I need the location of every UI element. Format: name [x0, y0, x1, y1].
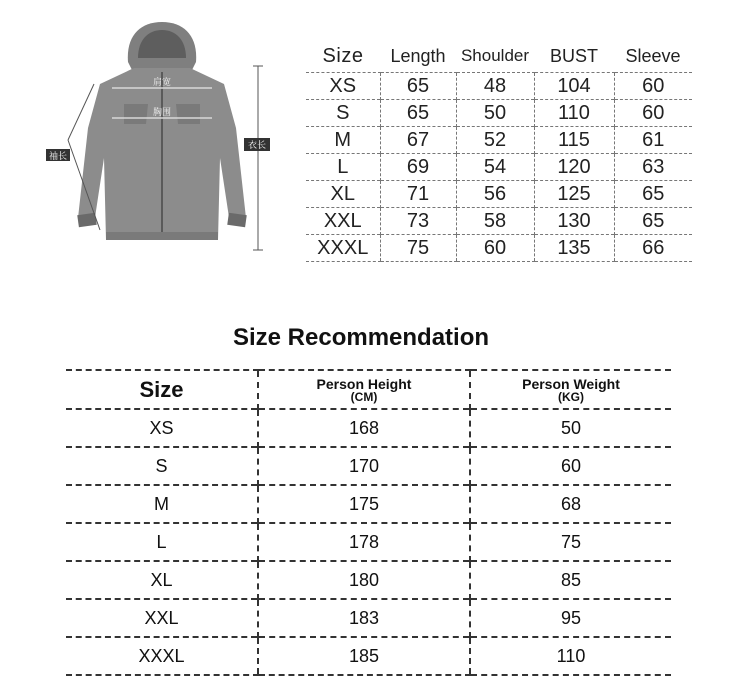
cell-shoulder: 54 [456, 154, 534, 181]
header-person-weight [470, 370, 671, 409]
cell-length: 67 [380, 127, 456, 154]
cell-shoulder: 48 [456, 73, 534, 100]
cell-sleeve: 66 [614, 235, 692, 262]
cell-length: 71 [380, 181, 456, 208]
length-label: 衣长 [247, 141, 267, 151]
cell-weight: 85 [470, 561, 671, 599]
cell-size: XXL [66, 599, 258, 637]
cell-weight: 60 [470, 447, 671, 485]
cell-length: 65 [380, 100, 456, 127]
cell-bust: 135 [534, 235, 614, 262]
cell-size: XXL [306, 208, 380, 235]
cell-height: 185 [258, 637, 470, 675]
header-person-height [258, 370, 470, 409]
cell-sleeve: 61 [614, 127, 692, 154]
cell-size: XS [66, 409, 258, 447]
size-measurement-table [306, 40, 692, 262]
jacket-shape [77, 22, 246, 240]
cell-shoulder: 58 [456, 208, 534, 235]
table-row [306, 235, 692, 262]
header-sleeve: Sleeve [625, 45, 681, 66]
cell-bust: 110 [534, 100, 614, 127]
size-recommendation-table [66, 369, 671, 676]
header-shoulder: Shoulder [460, 46, 530, 65]
length-measure [244, 66, 270, 250]
cell-height: 178 [258, 523, 470, 561]
cell-sleeve: 60 [614, 73, 692, 100]
bust-label: 胸围 [152, 108, 172, 118]
cell-size: S [66, 447, 258, 485]
cell-sleeve: 63 [614, 154, 692, 181]
table-row [66, 485, 671, 523]
cell-weight: 110 [470, 637, 671, 675]
cell-weight: 95 [470, 599, 671, 637]
cell-size: XL [66, 561, 258, 599]
sleeve-label: 袖长 [48, 152, 68, 162]
table-row [306, 208, 692, 235]
cell-bust: 130 [534, 208, 614, 235]
table-row [306, 73, 692, 100]
table-header-row [306, 40, 692, 73]
cell-shoulder: 50 [456, 100, 534, 127]
cell-length: 69 [380, 154, 456, 181]
cell-shoulder: 52 [456, 127, 534, 154]
cell-shoulder: 60 [456, 235, 534, 262]
cell-length: 73 [380, 208, 456, 235]
header-size: Size [66, 370, 258, 409]
cell-size: S [306, 100, 380, 127]
header-height-unit: (CM) [350, 389, 378, 404]
cell-height: 180 [258, 561, 470, 599]
cell-size: L [306, 154, 380, 181]
table-row [66, 599, 671, 637]
cell-height: 170 [258, 447, 470, 485]
shoulder-label: 肩宽 [152, 78, 172, 88]
cell-bust: 125 [534, 181, 614, 208]
table-row [306, 100, 692, 127]
cell-size: M [306, 127, 380, 154]
table-row [306, 154, 692, 181]
jacket-illustration [40, 18, 280, 263]
header-weight-label: Person Weight [522, 375, 620, 392]
cell-size: XXXL [66, 637, 258, 675]
cell-sleeve: 65 [614, 181, 692, 208]
cell-shoulder: 56 [456, 181, 534, 208]
cell-weight: 50 [470, 409, 671, 447]
cell-size: XS [306, 73, 380, 100]
header-size: Size [322, 44, 364, 67]
header-height-label: Person Height [316, 375, 412, 392]
cell-bust: 115 [534, 127, 614, 154]
cell-length: 75 [380, 235, 456, 262]
cell-length: 65 [380, 73, 456, 100]
header-bust: BUST [549, 45, 598, 66]
cell-size: XL [306, 181, 380, 208]
cell-weight: 75 [470, 523, 671, 561]
table-header-row [66, 370, 671, 409]
cell-sleeve: 65 [614, 208, 692, 235]
cell-size: M [66, 485, 258, 523]
table-row [306, 127, 692, 154]
table-row [306, 181, 692, 208]
table-row [66, 561, 671, 599]
cell-size: XXXL [306, 235, 380, 262]
cell-bust: 104 [534, 73, 614, 100]
recommendation-title: Size Recommendation [232, 324, 490, 351]
table-row [66, 523, 671, 561]
cell-height: 175 [258, 485, 470, 523]
table-row [66, 447, 671, 485]
header-weight-unit: (KG) [558, 389, 584, 404]
cell-size: L [66, 523, 258, 561]
cell-sleeve: 60 [614, 100, 692, 127]
cell-bust: 120 [534, 154, 614, 181]
header-length: Length [390, 45, 446, 66]
cell-height: 183 [258, 599, 470, 637]
cell-height: 168 [258, 409, 470, 447]
table-row [66, 409, 671, 447]
cell-weight: 68 [470, 485, 671, 523]
table-row [66, 637, 671, 675]
